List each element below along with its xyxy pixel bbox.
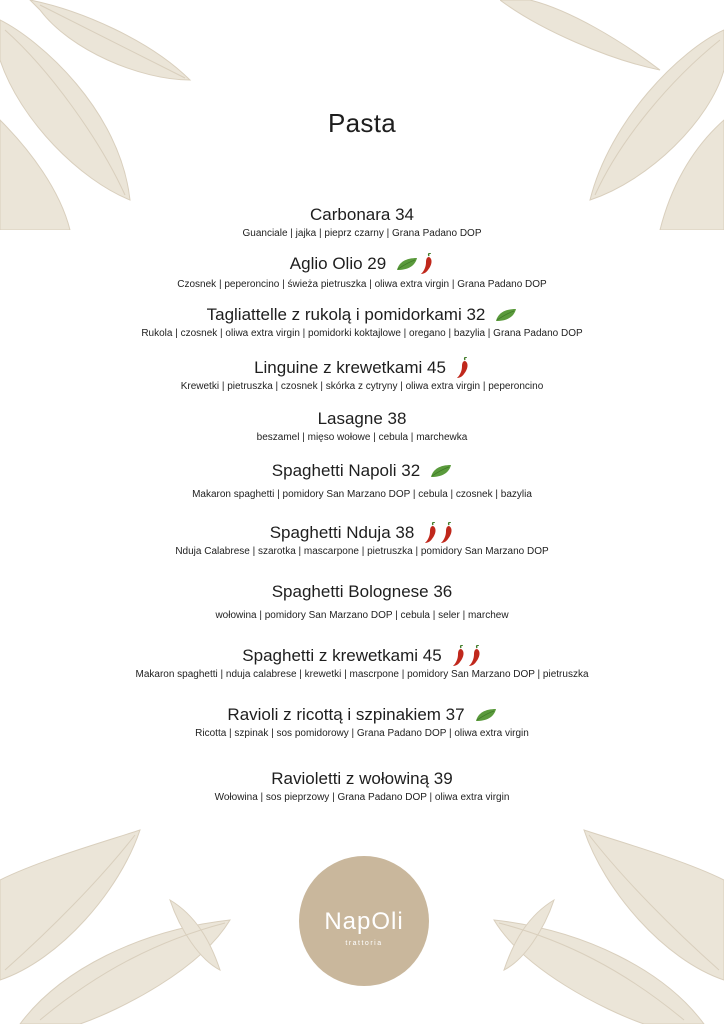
dish-name-text: Aglio Olio 29 (289, 254, 387, 273)
menu-item (0, 704, 724, 740)
leaf-icon (396, 257, 418, 271)
menu-item (0, 522, 724, 558)
menu-item (0, 204, 724, 240)
dish-name-text: Spaghetti Nduja 38 (269, 523, 415, 542)
dish-name (207, 304, 518, 326)
dish-icons (396, 253, 434, 275)
dish-name-text: Carbonara 34 (310, 205, 414, 224)
dish-ingredients: Makaron spaghetti | pomidory San Marzano DOP | cebula | czosnek | bazylia (192, 489, 532, 500)
chili-icon (420, 253, 434, 275)
chili-icon (424, 522, 438, 544)
dish-ingredients: Krewetki | pietruszka | czosnek | skórka z cytryny | oliwa extra virgin | peperoncino (180, 381, 544, 392)
dish-ingredients: Guanciale | jajka | pieprz czarny | Grana Padano DOP (242, 228, 482, 239)
dish-name-text: Spaghetti Bolognese 36 (271, 582, 453, 601)
dish-name (272, 581, 453, 603)
menu-item (0, 253, 724, 291)
dish-name (270, 522, 455, 544)
dish-ingredients: beszamel | mięso wołowe | cebula | marchewka (256, 432, 468, 443)
dish-name (227, 704, 496, 726)
dish-ingredients: Rukola | czosnek | oliwa extra virgin | pomidorki koktajlowe | oregano | bazylia | Grana Padano DOP (141, 328, 583, 339)
logo-brand: NapOli (324, 908, 404, 935)
menu-item (0, 645, 724, 681)
menu-item (0, 408, 724, 444)
dish-ingredients: Makaron spaghetti | nduja calabrese | krewetki | mascrpone | pomidory San Marzano DOP | pietruszka (135, 669, 589, 680)
dish-icons (430, 464, 452, 478)
leaf-decoration-bottom-left (0, 820, 240, 1024)
dish-name (242, 645, 481, 667)
dish-name (254, 357, 470, 379)
dish-name-text: Ravioletti z wołowiną 39 (271, 769, 453, 788)
chili-icon (452, 645, 466, 667)
dish-icons (475, 708, 497, 722)
dish-name-text: Spaghetti Napoli 32 (271, 461, 421, 480)
dish-name-text: Lasagne 38 (317, 409, 407, 428)
dish-icons (495, 308, 517, 322)
dish-ingredients: Ricotta | szpinak | sos pomidorowy | Grana Padano DOP | oliwa extra virgin (195, 728, 529, 739)
dish-icons (452, 645, 482, 667)
chili-icon (440, 522, 454, 544)
dish-name (318, 408, 407, 430)
chili-icon (456, 357, 470, 379)
logo (299, 856, 429, 986)
dish-ingredients: Wołowina | sos pieprzowy | Grana Padano DOP | oliwa extra virgin (214, 792, 510, 803)
dish-name-text: Tagliattelle z rukolą i pomidorkami 32 (206, 305, 486, 324)
menu-item (0, 357, 724, 393)
dish-name (310, 204, 414, 226)
dish-icons (424, 522, 454, 544)
page-title: Pasta (328, 108, 396, 138)
dish-name-text: Linguine z krewetkami 45 (254, 358, 446, 377)
menu-item (0, 768, 724, 804)
leaf-icon (430, 464, 452, 478)
dish-name-text: Spaghetti z krewetkami 45 (242, 646, 442, 665)
dish-icons (456, 357, 470, 379)
menu-item (0, 460, 724, 501)
dish-name (271, 768, 452, 790)
leaf-icon (495, 308, 517, 322)
menu-item (0, 304, 724, 340)
dish-name (272, 460, 452, 482)
chili-icon (468, 645, 482, 667)
dish-ingredients: Nduja Calabrese | szarotka | mascarpone | pietruszka | pomidory San Marzano DOP (175, 546, 549, 557)
menu-item (0, 581, 724, 622)
leaf-icon (475, 708, 497, 722)
dish-name-text: Ravioli z ricottą i szpinakiem 37 (227, 705, 465, 724)
leaf-decoration-bottom-right (484, 820, 724, 1024)
logo-subtitle: trattoria (345, 940, 383, 947)
dish-ingredients: Czosnek | peperoncino | świeża pietruszka | oliwa extra virgin | Grana Padano DOP (177, 279, 547, 290)
dish-ingredients: wołowina | pomidory San Marzano DOP | cebula | seler | marchew (215, 610, 509, 621)
dish-name (290, 253, 434, 275)
